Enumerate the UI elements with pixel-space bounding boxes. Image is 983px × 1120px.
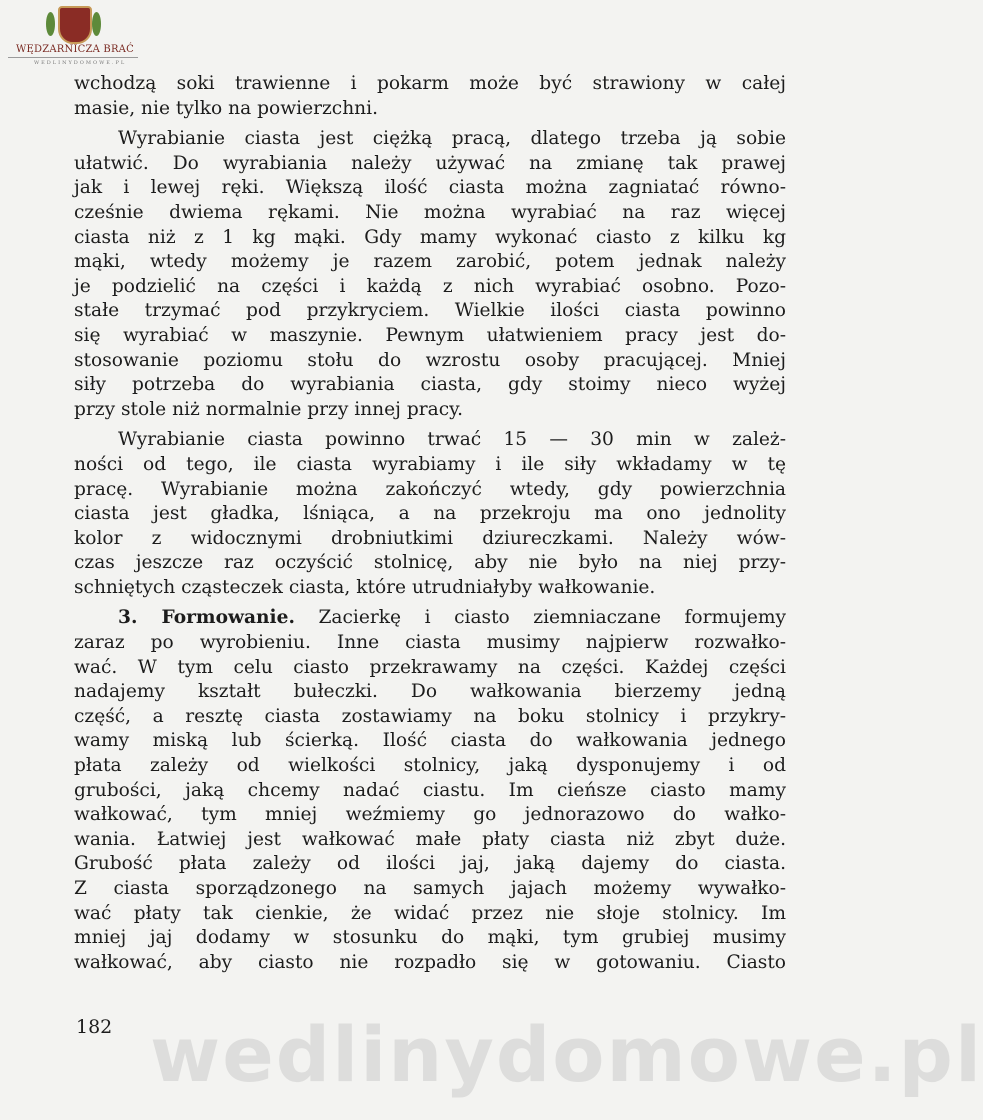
page-body-text <box>74 72 786 981</box>
line-text: je podzielić na części i każdą z nich wyrabiać osobno. Pozo- <box>74 275 786 297</box>
text-line <box>74 729 786 754</box>
line-text: cześnie dwiema rękami. Nie można wyrabiać na raz więcej <box>74 201 786 223</box>
line-text: schniętych cząsteczek ciasta, które utrudniałyby wałkowanie. <box>74 576 656 598</box>
line-text: Wyrabianie ciasta powinno trwać 15 — 30 min w zależ- <box>118 429 786 451</box>
page-number: 182 <box>76 1016 113 1038</box>
line-text: ciasta niż z 1 kg mąki. Gdy mamy wykonać ciasto z kilku kg <box>74 226 786 248</box>
line-text: mąki, wtedy możemy je razem zarobić, potem jednak należy <box>74 251 786 273</box>
line-text: stałe trzymać pod przykryciem. Wielkie ilości ciasta powinno <box>74 300 786 322</box>
text-line <box>74 551 786 576</box>
line-text: wamy miską lub ścierką. Ilość ciasta do wałkowania jednego <box>74 730 786 752</box>
text-line <box>74 680 786 705</box>
text-line <box>74 97 786 122</box>
line-text: stosowanie poziomu stołu do wzrostu osoby pracującej. Mniej <box>74 349 786 371</box>
smokehouse-emblem-icon <box>58 6 92 44</box>
text-line <box>74 453 786 478</box>
line-text: wać. W tym celu ciasto przekrawamy na części. Każdej części <box>74 656 786 678</box>
line-text: płata zależy od wielkości stolnicy, jaką dysponujemy i od <box>74 755 786 777</box>
text-line <box>74 275 786 300</box>
logo-name: WĘDZARNICZA BRAĆ <box>16 44 134 55</box>
paragraph <box>74 72 786 121</box>
text-line <box>74 705 786 730</box>
line-text: wchodzą soki trawienne i pokarm może być strawiony w całej <box>74 73 786 94</box>
text-line <box>74 349 786 374</box>
text-line <box>74 926 786 951</box>
text-line <box>74 902 786 927</box>
line-text: ności od tego, ile ciasta wyrabiamy i ile siły wkładamy w tę <box>74 453 786 475</box>
section-heading: 3. Formowanie. <box>118 607 295 629</box>
text-line <box>74 299 786 324</box>
text-line <box>74 803 786 828</box>
paragraph <box>74 428 786 600</box>
line-text: nadajemy kształt bułeczki. Do wałkowania bierzemy jedną <box>74 681 786 703</box>
text-line <box>74 428 786 453</box>
leaf-icon <box>92 12 101 36</box>
text-line <box>74 478 786 503</box>
text-line <box>74 852 786 877</box>
text-line <box>74 250 786 275</box>
text-line <box>74 951 786 976</box>
text-line <box>74 324 786 349</box>
line-text: wałkować, tym mniej weźmiemy go jednorazowo do wałko- <box>74 804 786 826</box>
text-line <box>74 373 786 398</box>
line-text: mniej jaj dodamy w stosunku do mąki, tym grubiej musimy <box>74 927 786 949</box>
site-logo <box>8 0 138 70</box>
line-text: ciasta jest gładka, lśniąca, a na przekroju ma ono jednolity <box>74 503 786 525</box>
text-line <box>74 779 786 804</box>
line-text: wania. Łatwiej jest wałkować małe płaty ciasta niż zbyt duże. <box>74 828 786 850</box>
line-text: grubości, jaką chcemy nadać ciastu. Im cieńsze ciasto mamy <box>74 779 786 801</box>
paragraph <box>74 606 786 975</box>
text-line <box>74 527 786 552</box>
text-line <box>74 176 786 201</box>
line-text: jak i lewej ręki. Większą ilość ciasta można zagniatać równo- <box>74 177 786 199</box>
line-text: zaraz po wyrobieniu. Inne ciasta musimy najpierw rozwałko- <box>74 632 786 654</box>
text-line <box>74 152 786 177</box>
text-line <box>74 877 786 902</box>
line-text: się wyrabiać w maszynie. Pewnym ułatwieniem pracy jest do- <box>74 324 786 346</box>
text-line <box>74 576 786 601</box>
text-line <box>74 502 786 527</box>
paragraph <box>74 127 786 422</box>
line-text: wać płaty tak cienkie, że widać przez nie słoje stolnicy. Im <box>74 902 786 924</box>
text-line <box>74 127 786 152</box>
text-line <box>74 201 786 226</box>
line-text: pracę. Wyrabianie można zakończyć wtedy, gdy powierzchnia <box>74 478 786 500</box>
logo-divider <box>8 57 138 58</box>
text-line <box>74 398 786 423</box>
leaf-icon <box>46 12 55 36</box>
line-text: Z ciasta sporządzonego na samych jajach możemy wywałko- <box>74 878 786 899</box>
line-text: część, a resztę ciasta zostawiamy na boku stolnicy i przykry- <box>74 705 786 727</box>
text-line <box>74 656 786 681</box>
line-text: siły potrzeba do wyrabiania ciasta, gdy stoimy nieco wyżej <box>74 374 786 396</box>
line-text: czas jeszcze raz oczyścić stolnicę, aby nie było na niej przy- <box>74 552 786 574</box>
line-text: ułatwić. Do wyrabiania należy używać na zmianę tak prawej <box>74 152 786 174</box>
line-text: kolor z widocznymi drobniutkimi dziureczkami. Należy wów- <box>74 527 786 549</box>
line-text: wałkować, aby ciasto nie rozpadło się w gotowaniu. Ciasto <box>74 951 786 973</box>
text-line <box>74 226 786 251</box>
line-text: przy stole niż normalnie przy innej pracy. <box>74 398 464 420</box>
text-line <box>74 631 786 656</box>
text-line <box>74 828 786 853</box>
line-text: Grubość płata zależy od ilości jaj, jaką dajemy do ciasta. <box>74 853 786 875</box>
line-text: Zacierkę i ciasto ziemniaczane formujemy <box>294 607 786 629</box>
line-text: Wyrabianie ciasta jest ciężką pracą, dlatego trzeba ją sobie <box>118 128 786 150</box>
watermark-footer: wedlinydomowe.pl <box>150 1010 983 1099</box>
text-line <box>74 72 786 97</box>
logo-subtitle: WEDLINYDOMOWE.PL <box>34 60 127 66</box>
line-text: masie, nie tylko na powierzchni. <box>74 97 379 119</box>
text-line <box>74 606 786 631</box>
text-line <box>74 754 786 779</box>
